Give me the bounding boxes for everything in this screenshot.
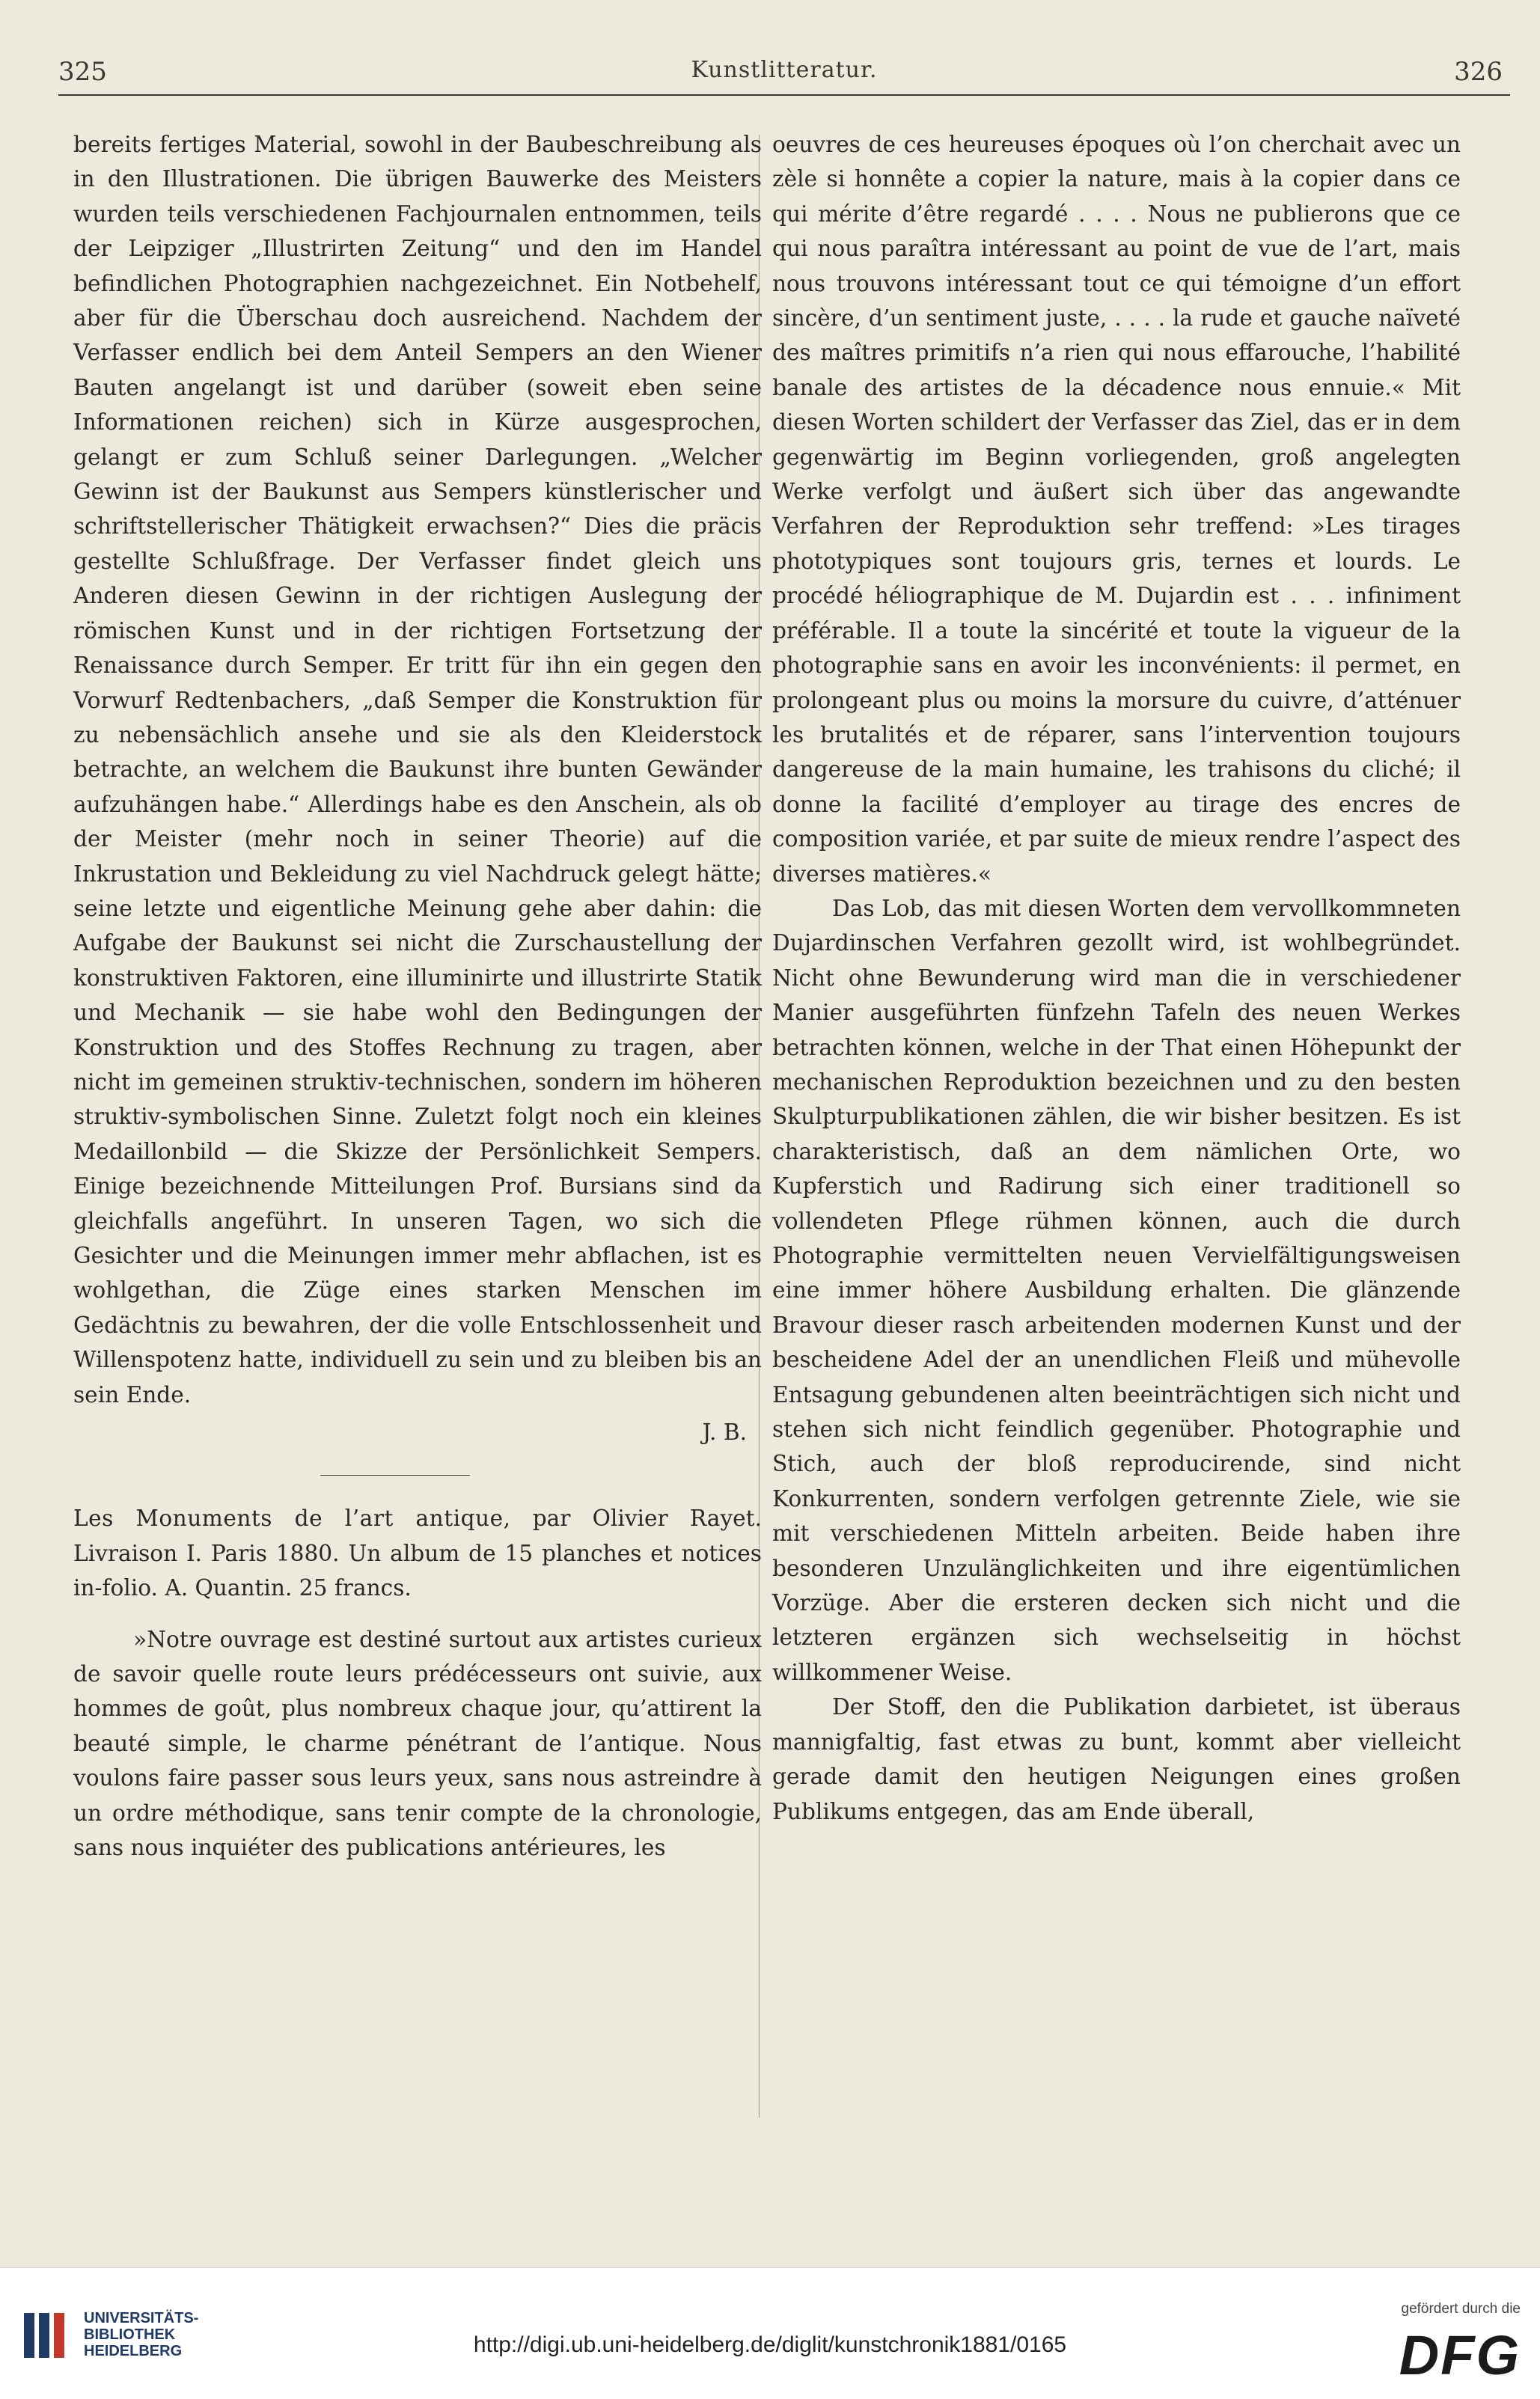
material-paragraph: Der Stoff, den die Publikation darbietet, ist überaus mannigfaltig, fast etwas zu bunt, kommt aber vielleicht gerade damit den heutigen Neigungen eines großen Publikums entgegen, das am Ende überall,	[772, 1694, 1461, 1824]
review-heading	[73, 1501, 762, 1605]
signature: J. B.	[702, 1419, 747, 1446]
page-number-right: 326	[1454, 57, 1503, 87]
funded-by-label: gefördert durch die	[1401, 2301, 1521, 2317]
quote-paragraph: »Notre ouvrage est destiné surtout aux artistes curieux de savoir quelle route leurs prédécesseurs ont suivie, aux hommes de goût, plus nombreux chaque jour, qu’attirent la beauté simple, le charme pénétrant de l’antique. Nous voulons faire passer sous leurs yeux, sans nous astreindre à un ordre méthodique, sans tenir compte de la chronologie, sans nous inquiéter des publications antérieures, les	[73, 1626, 762, 1861]
review-byline: par Olivier Rayet. Livraison I. Paris 1880. Un album de 15 planches et notices in-folio. A. Quantin. 25 francs.	[73, 1506, 762, 1601]
digitization-footer	[0, 2267, 1540, 2399]
header-rule	[58, 94, 1510, 96]
review-title: Les Monuments de l’art antique,	[73, 1506, 511, 1532]
running-title: Kunstlitteratur.	[691, 57, 878, 83]
right-column	[772, 127, 1461, 1829]
library-name-line1: UNIVERSITÄTS-	[84, 2310, 199, 2326]
left-column	[73, 127, 762, 1865]
semper-review-paragraph: bereits fertiges Material, sowohl in der Baubeschreibung als in den Illustrationen. Die übrigen Bauwerke des Meisters wurden teils verschiedenen Fachjournalen entnommen, teils der Leipziger „Illustrirten Zeitung“ und den im Handel befindlichen Photographien nachgezeichnet. Ein Notbehelf, aber für die Überschau doch ausreichend. Nachdem der Verfasser endlich bei dem Anteil Sempers an den Wiener Bauten angelangt ist und darüber (soweit eben seine Informationen reichen) sich in Kürze ausgesprochen, gelangt er zum Schluß seiner Darlegungen. „Welcher Gewinn ist der Baukunst aus Sempers künstlerischer und schriftstellerischer Thätigkeit erwachsen?“ Dies die präcis gestellte Schlußfrage. Der Verfasser findet gleich uns Anderen diesen Gewinn in der richtigen Auslegung der römischen Kunst und in der richtigen Fortsetzung der Renaissance durch Semper. Er tritt für ihn ein gegen den Vorwurf Redtenbachers, „daß Semper die Konstruktion für zu nebensächlich ansehe und sie als den Kleiderstock betrachte, an welchem die Baukunst ihre bunten Gewänder aufzuhängen habe.“ Allerdings habe es den Anschein, als ob der Meister (mehr noch in seiner Theorie) auf die Inkrustation und Bekleidung zu viel Nachdruck gelegt hätte; seine letzte und eigentliche Meinung gehe aber dahin: die Aufgabe der Baukunst sei nicht die Zurschaustellung der konstruktiven Faktoren, eine illuminirte und illustrirte Statik und Mechanik — sie habe wohl den Bedingungen der Konstruktion und des Stoffes Rechnung zu tragen, aber nicht im gemeinen struktiv-technischen, sondern im höheren struktiv-symbolischen Sinne. Zuletzt folgt noch ein kleines Medaillonbild — die Skizze der Persönlichkeit Sempers. Einige bezeichnende Mitteilungen Prof. Bursians sind da gleichfalls angeführt. In unseren Tagen, wo sich die Gesichter und die Meinungen immer mehr abflachen, ist es wohlgethan, die Züge eines starken Menschen im Gedächtnis zu bewahren, der die volle Entschlossenheit und Willenspotenz hatte, individuell zu sein und zu bleiben bis an sein Ende.	[73, 132, 762, 1408]
dfg-logo: DFG	[1399, 2324, 1521, 2386]
page-number-left: 325	[58, 57, 107, 87]
library-name-line2: BIBLIOTHEK	[84, 2326, 176, 2343]
source-url-link[interactable]: http://digi.ub.uni-heidelberg.de/diglit/kunstchronik1881/0165	[473, 2332, 1067, 2357]
library-name-line3: HEIDELBERG	[84, 2343, 183, 2359]
section-separator	[320, 1475, 470, 1476]
quote-continuation-paragraph: oeuvres de ces heureuses époques où l’on cherchait avec un zèle si honnête a copier la nature, mais à la copier dans ce qui mérite d’être regardé . . . . Nous ne publierons que ce qui nous paraîtra intéressant au point de vue de l’art, mais nous trouvons intéressant tout ce qui témoigne d’un effort sincère, d’un sentiment juste, . . . . la rude et gauche naïveté des maîtres primitifs n’a rien qui nous effarouche, l’habilité banale des artistes de la décadence nous ennuie.« Mit diesen Worten schildert der Verfasser das Ziel, das er in dem gegenwärtig im Beginn vorliegenden, groß angelegten Werke verfolgt und äußert sich über das angewandte Verfahren der Reproduktion sehr treffend: »Les tirages phototypiques sont toujours gris, ternes et lourds. Le procédé héliographique de M. Dujardin est . . . infiniment préférable. Il a toute la sincérité et toute la vigueur de la photographie sans en avoir les inconvénients: il permet, en prolongeant plus ou moins la morsure du cuivre, d’atténuer les brutalités et de réparer, sans l’intervention toujours dangereuse de la main humaine, les trahisons du cliché; il donne la facilité d’employer au tirage des encres de composition variée, et par suite de mieux rendre l’aspect des diverses matières.«	[772, 132, 1461, 887]
praise-paragraph: Das Lob, das mit diesen Worten dem vervollkommneten Dujardinschen Verfahren gezollt wird, ist wohlbegründet. Nicht ohne Bewunderung wird man die in verschiedener Manier ausgeführten fünfzehn Tafeln des neuen Werkes betrachten können, welche in der That einen Höhepunkt der mechanischen Reproduktion bezeichnen und zu den besten Skulpturpublikationen zählen, die wir bisher besitzen. Es ist charakteristisch, daß an dem nämlichen Orte, wo Kupferstich und Radirung sich einer traditionell so vollendeten Pflege rühmen können, auch die durch Photographie vermittelten neuen Vervielfältigungsweisen eine immer höhere Ausbildung erhalten. Die glänzende Bravour dieser rasch arbeitenden modernen Kunst und der bescheidene Adel der an unendlichen Fleiß und mühevolle Entsagung gebundenen alten beeinträchtigen sich nicht und stehen sich nicht feindlich gegenüber. Photographie und Stich, auch der bloß reproducirende, sind nicht Konkurrenten, sondern verfolgen getrennte Ziele, wie sie mit verschiedenen Mitteln arbeiten. Beide haben ihre besonderen Unzulänglichkeiten und ihre eigentümlichen Vorzüge. Aber die ersteren decken sich nicht und die letzteren ergänzen sich wechselseitig in höchst willkommener Weise.	[772, 895, 1461, 1685]
